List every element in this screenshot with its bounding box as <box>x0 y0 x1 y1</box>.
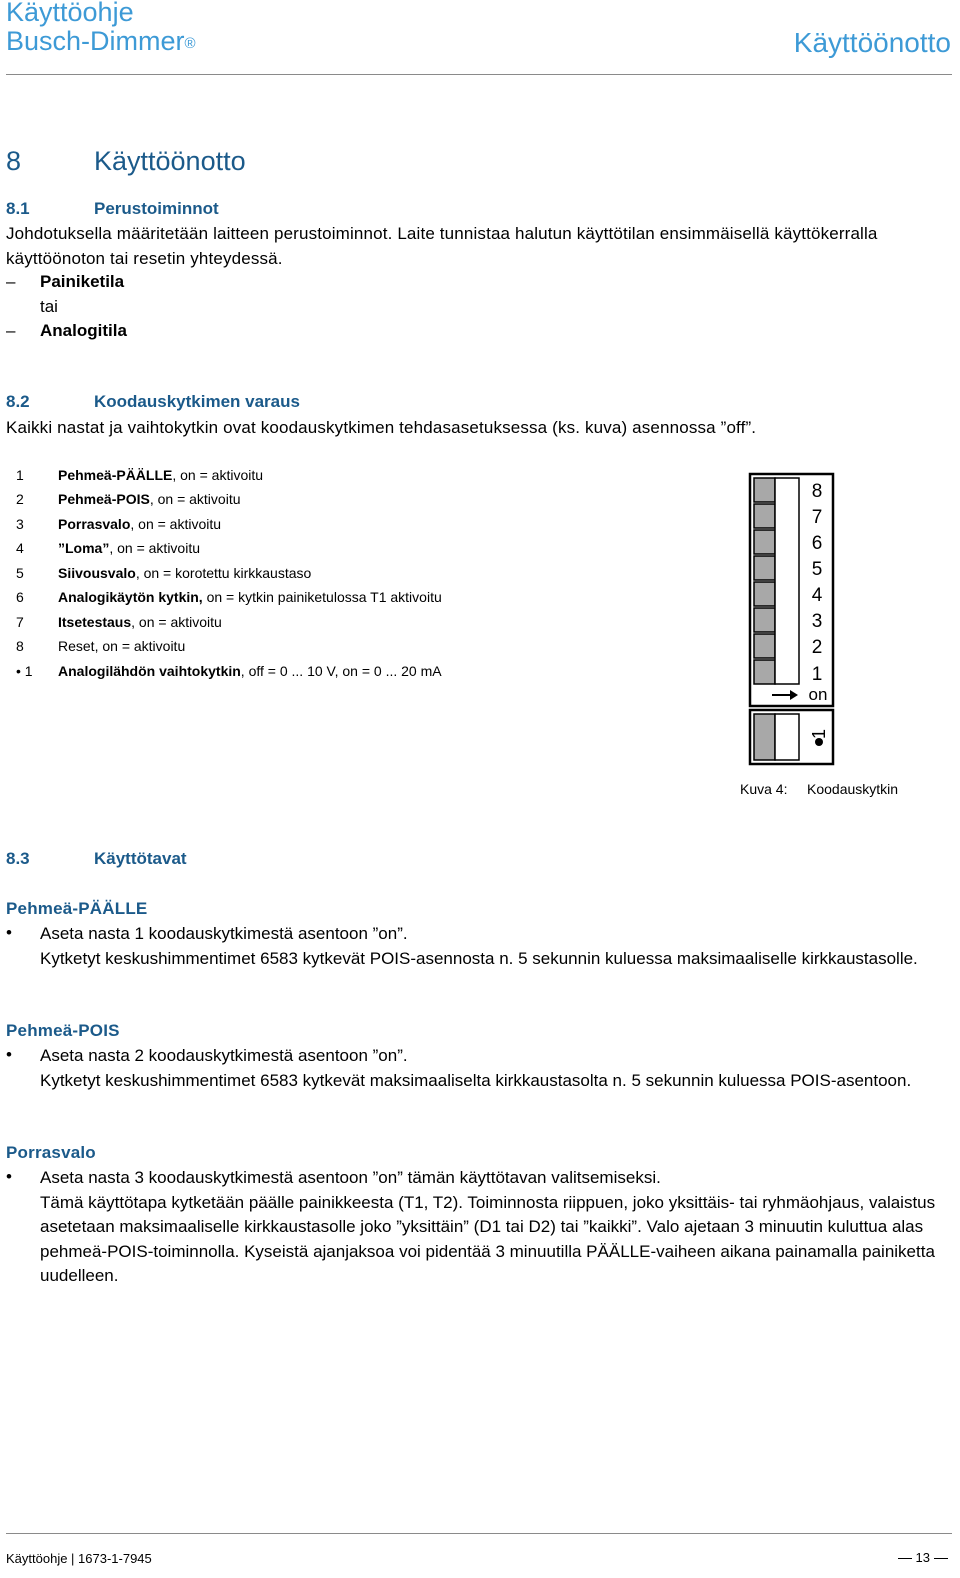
switch-label: 2 <box>811 637 823 658</box>
product-name: Busch-Dimmer® <box>6 26 196 56</box>
dip-slot-1 <box>754 660 775 684</box>
registered-mark: ® <box>184 35 196 52</box>
section-number: 8 <box>6 146 22 176</box>
section-number: 8.1 <box>6 199 30 218</box>
section-8-2-text: Kaikki nastat ja vaihtokytkin ovat koodauskytkimen tehdasasetuksessa (ks. kuva) asennossa ”off”. <box>6 418 757 437</box>
switch-label: 5 <box>811 559 823 580</box>
legend-row: 4 ”Loma”, on = aktivoitu <box>16 540 201 556</box>
dip-slot-4 <box>754 582 775 606</box>
mode-item-analog: Analogitila <box>40 321 127 340</box>
section-number: 8.2 <box>6 392 30 411</box>
section-title: Käyttötavat <box>94 849 187 868</box>
legend-row: • 1 Analogilähdön vaihtokytkin, off = 0 ... 10 V, on = 0 ... 20 mA <box>16 663 442 679</box>
page-number: 13 <box>894 1550 952 1565</box>
section-title: Käyttöönotto <box>94 146 246 176</box>
switch-label: 7 <box>811 507 823 528</box>
section-title: Koodauskytkimen varaus <box>94 392 300 411</box>
aux-switch <box>750 710 833 764</box>
mode-title-soft-off: Pehmeä-POIS <box>6 1021 120 1040</box>
section-8-2-heading <box>6 392 300 412</box>
switch-label: 6 <box>811 533 823 554</box>
dip-slot-7 <box>754 504 775 528</box>
mode-text-soft-off: Aseta nasta 2 koodauskytkimestä asentoon ”on”. Kytketyt keskushimmentimet 6583 kytkevät maksimaaliselta kirkkaustasolta n. 5 sekunnin kuluessa POIS-asentoon. <box>40 1046 912 1090</box>
section-number: 8.3 <box>6 849 30 868</box>
section-title: Perustoiminnot <box>94 199 219 218</box>
section-8-heading <box>6 146 246 177</box>
dash-marker: – <box>6 272 16 291</box>
switch-label: 1 <box>811 664 823 685</box>
section-8-3-heading <box>6 849 187 869</box>
legend-row: 7 Itsetestaus, on = aktivoitu <box>16 614 222 630</box>
document-header-left <box>6 0 196 56</box>
legend-row: 8 Reset, on = aktivoitu <box>16 638 186 654</box>
chapter-title-header: Käyttöönotto <box>793 27 951 58</box>
dip-slot-8 <box>754 478 775 502</box>
header-divider <box>6 74 952 75</box>
switch-label: 3 <box>811 611 823 632</box>
switch-legend <box>0 467 720 697</box>
dash-marker: – <box>6 321 16 340</box>
legend-row: 3 Porrasvalo, on = aktivoitu <box>16 516 222 532</box>
footer-divider <box>6 1533 952 1534</box>
dip-slot-3 <box>754 608 775 632</box>
dip-slot-5 <box>754 556 775 580</box>
footer-doc-id: Käyttöohje | 1673-1-7945 <box>6 1551 152 1566</box>
figure-title: Koodauskytkin <box>807 781 899 797</box>
switch-label: 4 <box>811 585 823 606</box>
dip-slot-2 <box>754 634 775 658</box>
doc-type: Käyttöohje <box>6 0 134 27</box>
bullet-marker: • <box>6 1167 12 1186</box>
legend-row: 2 Pehmeä-POIS, on = aktivoitu <box>16 491 241 507</box>
mode-title-staircase: Porrasvalo <box>6 1143 96 1162</box>
mode-item-button: Painiketila <box>40 272 125 291</box>
legend-row: 1 Pehmeä-PÄÄLLE, on = aktivoitu <box>16 467 264 483</box>
bullet-marker: • <box>6 1045 12 1064</box>
legend-row: 6 Analogikäytön kytkin, on = kytkin painiketulossa T1 aktivoitu <box>16 589 442 605</box>
figure-number: Kuva 4: <box>740 781 788 797</box>
section-8-1-heading <box>6 199 219 219</box>
dip-switch-figure <box>746 470 838 770</box>
bullet-marker: • <box>6 923 12 942</box>
section-8-1-text: Johdotuksella määritetään laitteen perustoiminnot. Laite tunnistaa halutun käyttötilan ensimmäisellä käyttökerralla käyttöönoton tai resetin yhteydessä. <box>6 224 878 268</box>
dip-slot-6 <box>754 530 775 554</box>
legend-row: 5 Siivousvalo, on = korotettu kirkkaustaso <box>16 565 312 581</box>
mode-title-soft-on: Pehmeä-PÄÄLLE <box>6 899 148 918</box>
aux-switch-label: 1 <box>809 728 829 740</box>
figure-caption <box>740 781 899 797</box>
mode-text-soft-on: Aseta nasta 1 koodauskytkimestä asentoon ”on”. Kytketyt keskushimmentimet 6583 kytkevät POIS-asennosta n. 5 sekunnin kuluessa maksimaaliselle kirkkaustasolle. <box>40 924 918 968</box>
or-text: tai <box>40 297 58 316</box>
switch-label: 8 <box>811 481 823 502</box>
switch-on-label: on <box>808 685 828 704</box>
mode-text-staircase: Aseta nasta 3 koodauskytkimestä asentoon ”on” tämän käyttötavan valitsemiseksi. Tämä käyttötapa kytketään päälle painikkeesta (T1, T2). Toiminnosta riippuen, joko yksittäis- tai ryhmäohjaus, valaistus asetetaan maksimaaliselle kirkkaustasolle joko ”yksittäin” (D1 tai D2) tai ”kaikki”. Valo ajetaan 3 minuutin kuluttua alas pehmeä-POIS-toiminnolla. Kyseistä ajanjaksoa voi pidentää 3 minuutilla PÄÄLLE-vaiheen aikana painamalla painiketta uudelleen. <box>40 1168 936 1285</box>
